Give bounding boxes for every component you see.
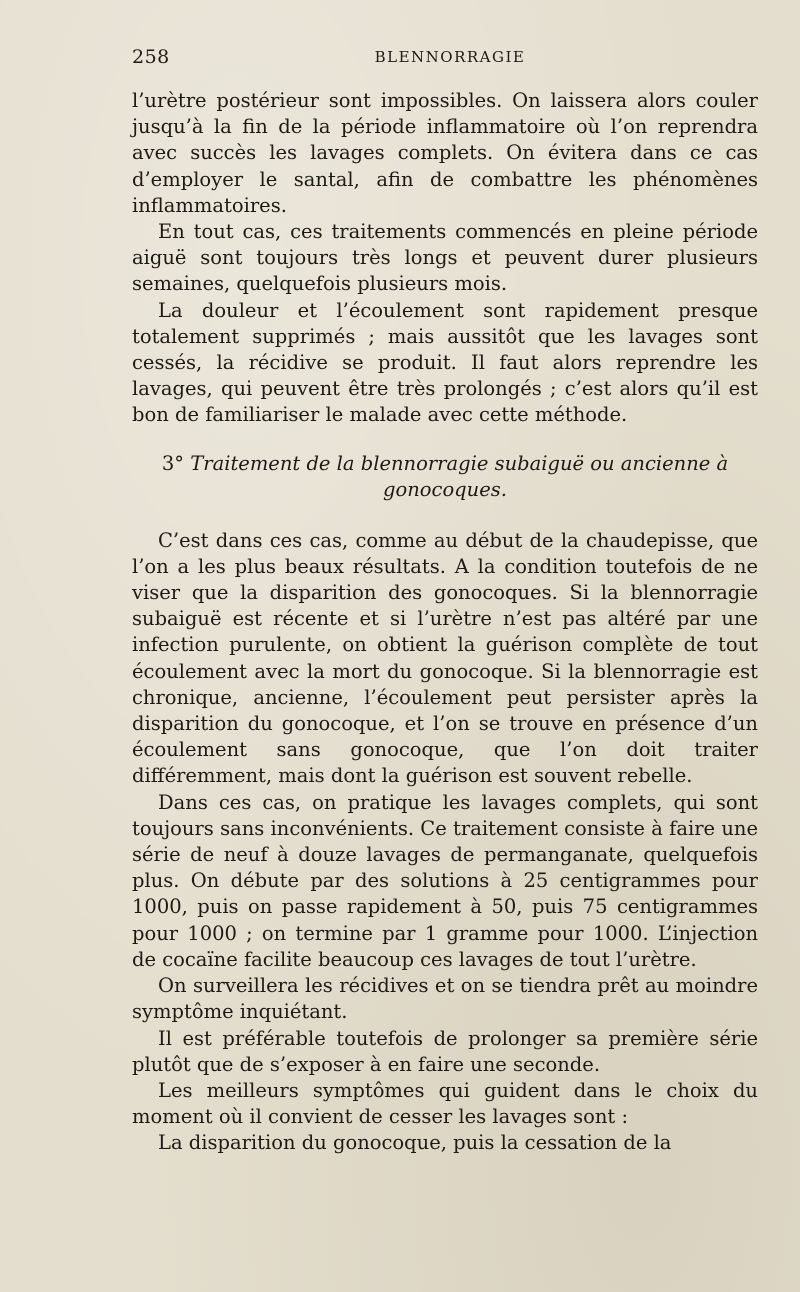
section-number: 3°: [161, 451, 185, 475]
page-number: 258: [132, 46, 170, 68]
paragraph: En tout cas, ces traitements commencés en pleine période aiguë sont toujours très longs et peuvent durer plusieurs semaines, quelquefois plusieurs mois.: [132, 220, 758, 296]
paragraph: Dans ces cas, on pratique les lavages complets, qui sont toujours sans inconvénients. Ce traitement consiste à faire une série de neuf à douze lavages de permanganate, quelquefois plus. On débute par des solutions à 25 centigrammes pour 1000, puis on passe rapidement à 50, puis 75 centigrammes pour 1000 ; on termine par 1 gramme pour 1000. L’injection de cocaïne facilite beaucoup ces lavages de tout l’urètre.: [132, 790, 758, 971]
paragraph: La disparition du gonocoque, puis la cessation de la: [158, 1131, 672, 1155]
running-title: BLENNORRAGIE: [374, 48, 526, 66]
body-text: [132, 88, 758, 1157]
paragraph: C’est dans ces cas, comme au début de la chaudepisse, que l’on a les plus beaux résultats. A la condition toutefois de ne viser que la disparition des gonocoques. Si la blennorragie subaiguë est récente et si l’urètre n’est pas altéré par une infection purulente, on obtient la guérison complète de tout écoulement avec la mort du gonocoque. Si la blennorragie est chronique, ancienne, l’écoulement peut persister après la disparition du gonocoque, et l’on se trouve en présence d’un écoulement sans gonocoque, que l’on doit traiter différemment, mais dont la guérison est souvent rebelle.: [132, 528, 758, 788]
section-title: Traitement de la blennorragie subaiguë ou ancienne à gonocoques.: [190, 451, 729, 502]
paragraph: Il est préférable toutefois de prolonger sa première série plutôt que de s’exposer à en faire une seconde.: [132, 1026, 758, 1076]
paragraph: l’urètre postérieur sont impossibles. On laissera alors couler jusqu’à la fin de la période inflammatoire où l’on reprendra avec succès les lavages complets. On évitera dans ce cas d’employer le santal, afin de combattre les phénomènes inflammatoires.: [132, 89, 758, 217]
paragraph: On surveillera les récidives et on se tiendra prêt au moindre symptôme inquiétant.: [132, 974, 758, 1024]
paragraph: La douleur et l’écoulement sont rapidement presque totalement supprimés ; mais aussitôt que les lavages sont cessés, la récidive se produit. Il faut alors reprendre les lavages, qui peuvent être très prolongés ; c’est alors qu’il est bon de familiariser le malade avec cette méthode.: [132, 298, 758, 427]
paragraph: Les meilleurs symptômes qui guident dans le choix du moment où il convient de cesser les lavages sont :: [132, 1078, 758, 1129]
section-heading: [132, 451, 758, 504]
page-header: [132, 46, 758, 74]
